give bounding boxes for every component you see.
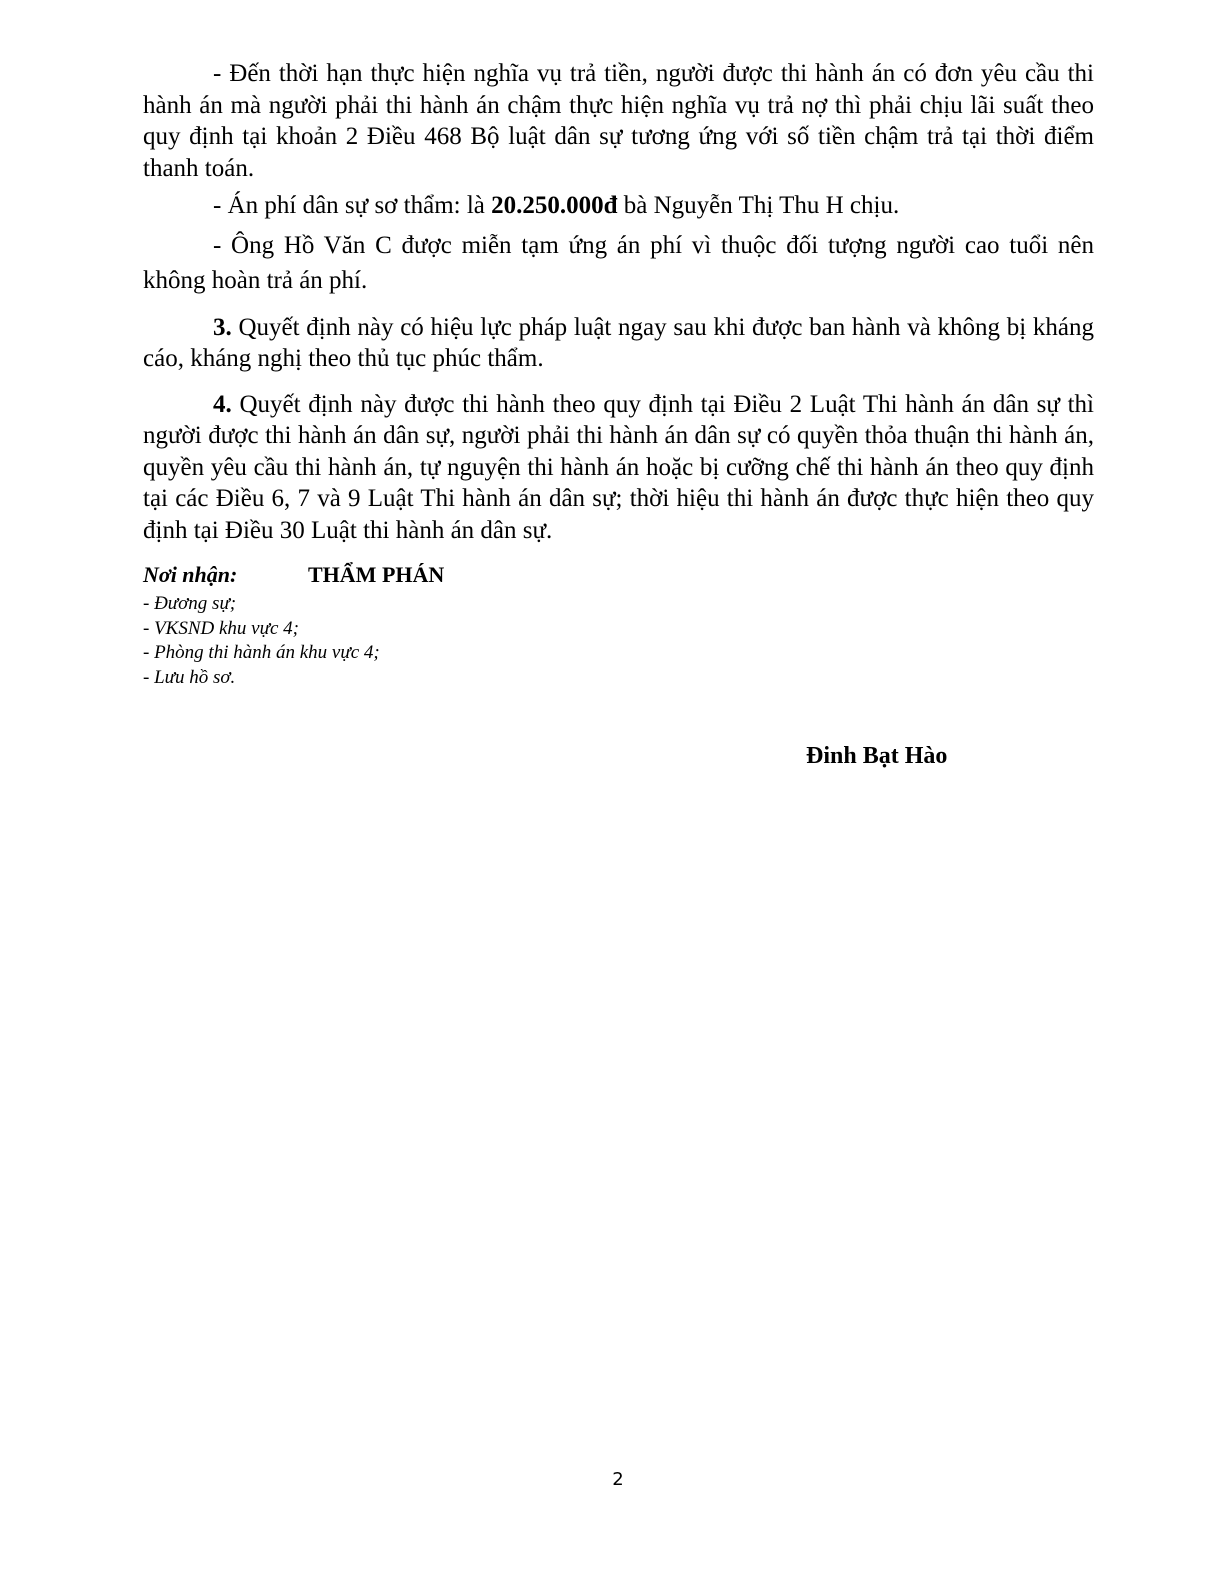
paragraph-court-fee — [143, 190, 1094, 222]
recipient-item: - Phòng thi hành án khu vực 4; — [143, 642, 380, 663]
court-fee-text-before: - Án phí dân sự sơ thẩm: là — [213, 192, 492, 219]
court-fee-amount: 20.250.000đ — [491, 192, 618, 219]
decision-body — [143, 58, 1094, 546]
recipients-label: Nơi nhận: — [143, 562, 238, 587]
paragraph-item-3 — [143, 312, 1094, 375]
recipients-list — [143, 592, 743, 690]
judge-title: THẨM PHÁN — [308, 562, 445, 587]
item-number: 3. — [213, 313, 232, 341]
recipient-item: - Lưu hồ sơ. — [143, 666, 236, 688]
court-fee-text-after: bà Nguyễn Thị Thu H chịu. — [617, 192, 900, 219]
item-number: 4. — [213, 390, 232, 418]
paragraph-item-4 — [143, 389, 1094, 547]
paragraph-text: Quyết định này được thi hành theo quy định tại Điều 2 Luật Thi hành án dân sự thì người được thi hành án dân sự, người phải thi hành án dân sự có quyền thỏa thuận thi hành án, quyền yêu cầu thi hành án, tự nguyện thi hành án hoặc bị cưỡng chế thi hành án theo quy định tại các Điều 6, 7 và 9 Luật Thi hành án dân sự; thời hiệu thi hành án được thực hiện theo quy định tại Điều 30 Luật thi hành án dân sự. — [143, 390, 1094, 544]
page-number: 2 — [612, 1469, 624, 1490]
paragraph-text: - Ông Hồ Văn C được miễn tạm ứng án phí vì thuộc đối tượng người cao tuổi nên không hoàn trả án phí. — [143, 231, 1094, 294]
paragraph-late-payment-interest — [143, 58, 1094, 184]
paragraph-text: Quyết định này có hiệu lực pháp luật ngay sau khi được ban hành và không bị kháng cáo, kháng nghị theo thủ tục phúc thẩm. — [143, 313, 1094, 372]
recipient-item: - Đương sự; — [143, 593, 237, 614]
signer-name: Đinh Bạt Hào — [806, 743, 948, 769]
paragraph-text: - Đến thời hạn thực hiện nghĩa vụ trả tiền, người được thi hành án có đơn yêu cầu thi hành án mà người phải thi hành án chậm thực hiện nghĩa vụ trả nợ thì phải chịu lãi suất theo quy định tại khoản 2 Điều 468 Bộ luật dân sự tương ứng với số tiền chậm trả tại thời điểm thanh toán. — [143, 60, 1094, 182]
paragraph-fee-exemption — [143, 228, 1094, 298]
recipient-item: - VKSND khu vực 4; — [143, 617, 299, 639]
